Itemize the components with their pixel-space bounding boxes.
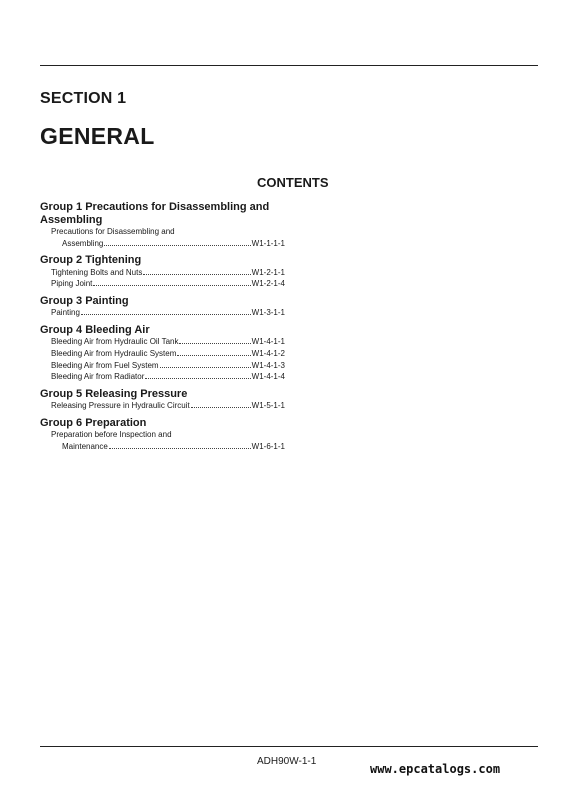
toc-entry-line: Preparation before Inspection and [51,430,172,440]
toc-group [40,295,285,319]
toc-entry-page: W1-5-1-1 [251,401,285,411]
dot-leader [93,285,250,286]
toc-entry-line: Precautions for Disassembling and [51,227,175,236]
toc-group [40,324,285,383]
dot-leader [179,343,250,344]
table-of-contents [40,201,285,458]
toc-entry[interactable] [40,278,285,290]
bottom-rule [40,746,538,747]
toc-entry-title: Bleeding Air from Hydraulic System [51,349,177,359]
toc-entry-page: W1-1-1-1 [251,238,285,248]
toc-group [40,254,285,290]
toc-entry-title: Painting [51,308,80,318]
contents-heading: CONTENTS [257,175,329,190]
page-code: ADH90W-1-1 [257,756,317,767]
watermark-link[interactable]: www.epcatalogs.com [370,762,501,776]
toc-entry-page: W1-4-1-4 [251,372,285,382]
dot-leader [109,448,251,449]
dot-leader [160,367,251,368]
toc-entry-title: Bleeding Air from Radiator [51,372,145,382]
toc-entry[interactable] [40,307,285,319]
toc-entry-title: Bleeding Air from Hydraulic Oil Tank [51,337,179,347]
dot-leader [145,378,250,379]
toc-group-title[interactable]: Group 5 Releasing Pressure [40,387,188,400]
toc-entry-title: Bleeding Air from Fuel System [51,360,159,370]
dot-leader [81,314,251,315]
toc-entry[interactable] [40,267,285,279]
toc-entry-title: Assembling [62,238,104,248]
dot-leader [191,407,251,408]
toc-group [40,388,285,412]
toc-entry[interactable] [40,336,285,348]
section-title: GENERAL [40,123,155,149]
toc-entry[interactable] [40,400,285,412]
toc-entry[interactable] [40,348,285,360]
toc-group-title[interactable]: Group 6 Preparation [40,416,147,429]
dot-leader [177,355,250,356]
toc-group-title[interactable]: Group 1 Precautions for Disassembling and Assembling [40,201,270,226]
toc-group-title[interactable]: Group 3 Painting [40,294,129,307]
section-label: SECTION 1 [40,90,127,107]
toc-entry-page: W1-3-1-1 [251,308,285,318]
toc-entry[interactable] [40,360,285,372]
toc-entry-title: Piping Joint [51,279,93,289]
toc-group-title[interactable]: Group 4 Bleeding Air [40,323,150,336]
toc-entry-title: Tightening Bolts and Nuts [51,267,143,277]
toc-group [40,201,285,249]
toc-entry[interactable] [40,441,285,453]
toc-entry-page: W1-2-1-4 [251,279,285,289]
toc-entry-page: W1-4-1-1 [251,337,285,347]
toc-group-title[interactable]: Group 2 Tightening [40,254,142,267]
toc-entry-page: W1-4-1-2 [251,349,285,359]
toc-group [40,417,285,453]
toc-entry-title: Releasing Pressure in Hydraulic Circuit [51,401,190,411]
toc-entry[interactable] [40,238,285,250]
toc-entry-title: Maintenance [62,442,108,452]
top-rule [40,65,538,66]
dot-leader [143,274,250,275]
toc-entry[interactable] [40,371,285,383]
toc-entry-page: W1-2-1-1 [251,267,285,277]
dot-leader [104,245,250,246]
toc-entry-page: W1-4-1-3 [251,360,285,370]
toc-entry-page: W1-6-1-1 [251,442,285,452]
